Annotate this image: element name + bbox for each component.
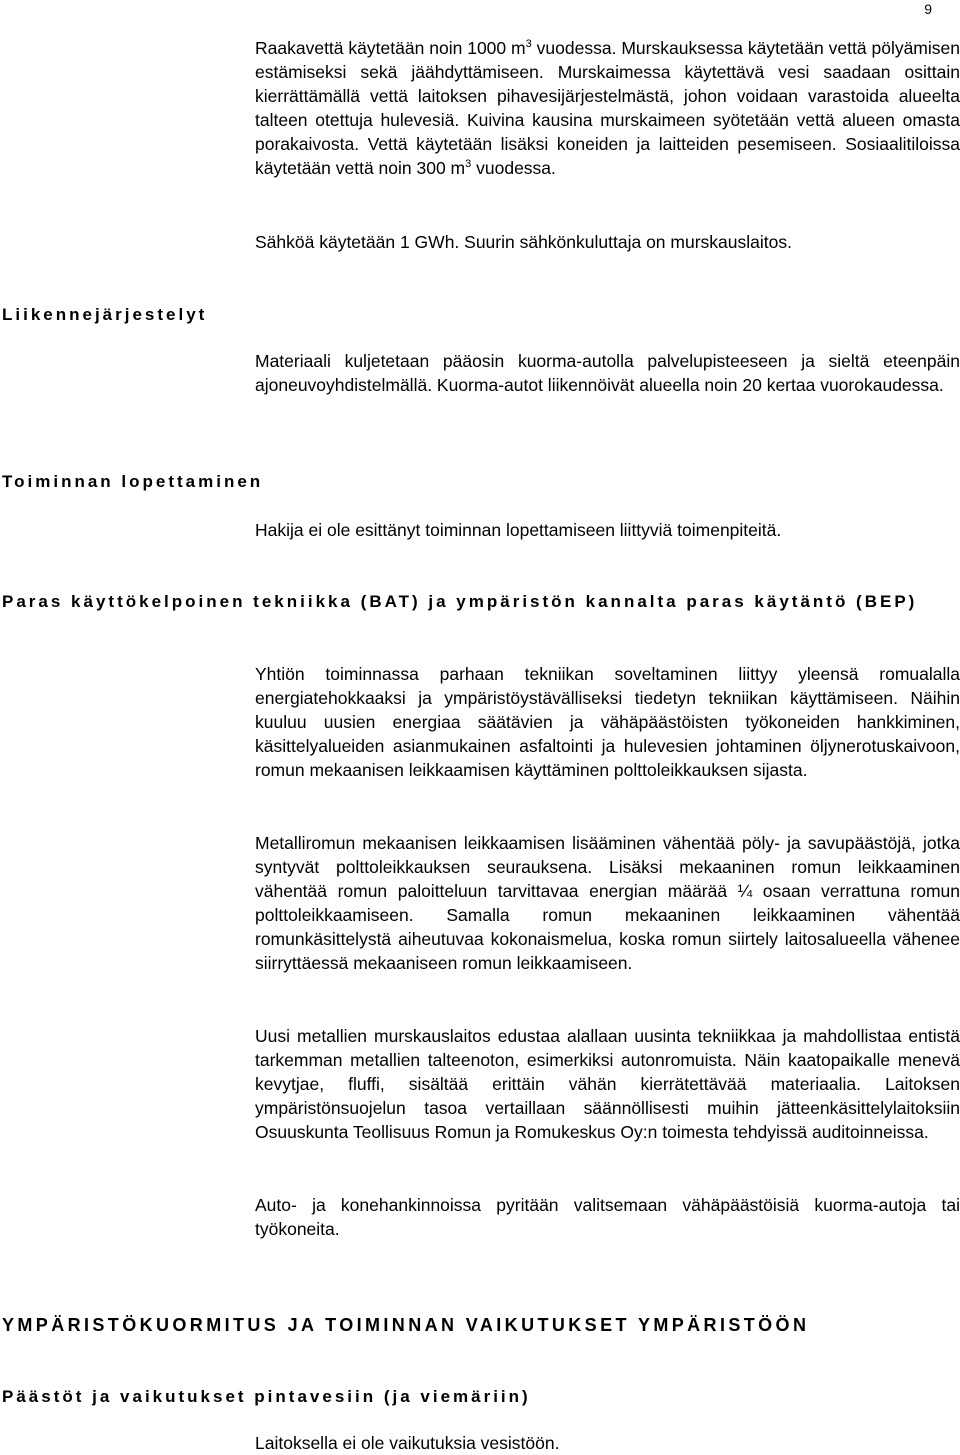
section-heading-surface-water: Päästöt ja vaikutukset pintavesiin (ja viemäriin) (2, 1387, 531, 1406)
bat-text-1: Yhtiön toiminnassa parhaan tekniikan soveltaminen liittyy yleensä romualalla energiatehokkaaksi ja ympäristöystävälliseksi tiedetyn tekniikan käyttämiseen. Näihin kuuluu uusien energiaa säätävien ja vähäpäästöisten työkoneiden hankkiminen, käsittelyalueiden asianmukainen asfaltointi ja hulevesien johtaminen öljynerotuskaivoon, romun mekaanisen leikkaamisen käyttäminen polttoleikkauksen sijasta. (255, 664, 960, 780)
section-heading-bat: Paras käyttökelpoinen tekniikka (BAT) ja ympäristön kannalta paras käytäntö (BEP) (2, 592, 918, 611)
bat-paragraph-4 (255, 1193, 960, 1241)
bat-text-3: Uusi metallien murskauslaitos edustaa alallaan uusinta tekniikkaa ja mahdollistaa entistä tarkemman metallien talteenoton, esimerkiksi autonromuista. Näin kaatopaikalle menevä kevytjae, fluffi, sisältää erittäin vähän kierrätettävää materiaalia. Laitoksen ympäristönsuojelun tasoa vertaillaan säännöllisesti muihin jätteenkäsittelylaitoksiin Osuuskunta Teollisuus Romun ja Romukeskus Oy:n toimesta tehdyissä auditoinneissa. (255, 1026, 960, 1142)
page-number: 9 (924, 1, 932, 17)
bat-paragraph-2 (255, 831, 960, 975)
traffic-paragraph (255, 349, 960, 397)
termination-text: Hakija ei ole esittänyt toiminnan lopettamiseen liittyviä toimenpiteitä. (255, 520, 782, 540)
water-text-part-3: vuodessa. (471, 158, 556, 178)
surface-water-paragraph (255, 1431, 960, 1455)
termination-paragraph (255, 518, 960, 542)
main-heading-environmental-load: YMPÄRISTÖKUORMITUS JA TOIMINNAN VAIKUTUKSET YMPÄRISTÖÖN (2, 1315, 810, 1335)
bat-text-4: Auto- ja konehankinnoissa pyritään valitsemaan vähäpäästöisiä kuorma-autoja tai työkoneita. (255, 1195, 960, 1239)
section-heading-termination: Toiminnan lopettaminen (2, 472, 264, 491)
bat-paragraph-1 (255, 662, 960, 782)
water-text-part-1: Raakavettä käytetään noin 1000 m (255, 38, 526, 58)
electricity-paragraph (255, 230, 960, 254)
electricity-text: Sähköä käytetään 1 GWh. Suurin sähkönkuluttaja on murskauslaitos. (255, 232, 792, 252)
water-text-part-2: vuodessa. Murskauksessa käytetään vettä pölyämisen estämiseksi sekä jäähdyttämiseen. Murskaimessa käytettävä vesi saadaan osittain kierrättämällä vettä laitoksen pihavesijärjestelmästä, johon voidaan varastoida alueelta talteen otettuja hulevesiä. Kuivina kausina murskaimeen syötetään vettä alueen omasta porakaivosta. Vettä käytetään lisäksi koneiden ja laitteiden pesemiseen. Sosiaalitiloissa käytetään vettä noin 300 m (255, 38, 960, 178)
section-heading-traffic: Liikennejärjestelyt (2, 305, 208, 324)
superscript-3: 3 (525, 38, 532, 51)
traffic-text: Materiaali kuljetetaan pääosin kuorma-autolla palvelupisteeseen ja sieltä eteenpäin ajoneuvoyhdistelmällä. Kuorma-autot liikennöivät alueella noin 20 kertaa vuorokaudessa. (255, 351, 960, 395)
bat-paragraph-3 (255, 1024, 960, 1144)
water-usage-paragraph (255, 36, 960, 180)
superscript-3: 3 (465, 158, 472, 171)
surface-water-text: Laitoksella ei ole vaikutuksia vesistöön. (255, 1433, 560, 1453)
bat-text-2: Metalliromun mekaanisen leikkaamisen lisääminen vähentää pöly- ja savupäästöjä, jotka syntyvät polttoleikkauksen seurauksena. Lisäksi mekaaninen romun leikkaaminen vähentää romun paloitteluun tarvittavaa energian määrää ¼ osaan verrattuna romun polttoleikkaamiseen. Samalla romun mekaaninen leikkaaminen vähentää romunkäsittelystä aiheutuvaa kokonaismelua, koska romun siirtely laitosalueella vähenee siirryttäessä mekaaniseen romun leikkaamiseen. (255, 833, 960, 973)
